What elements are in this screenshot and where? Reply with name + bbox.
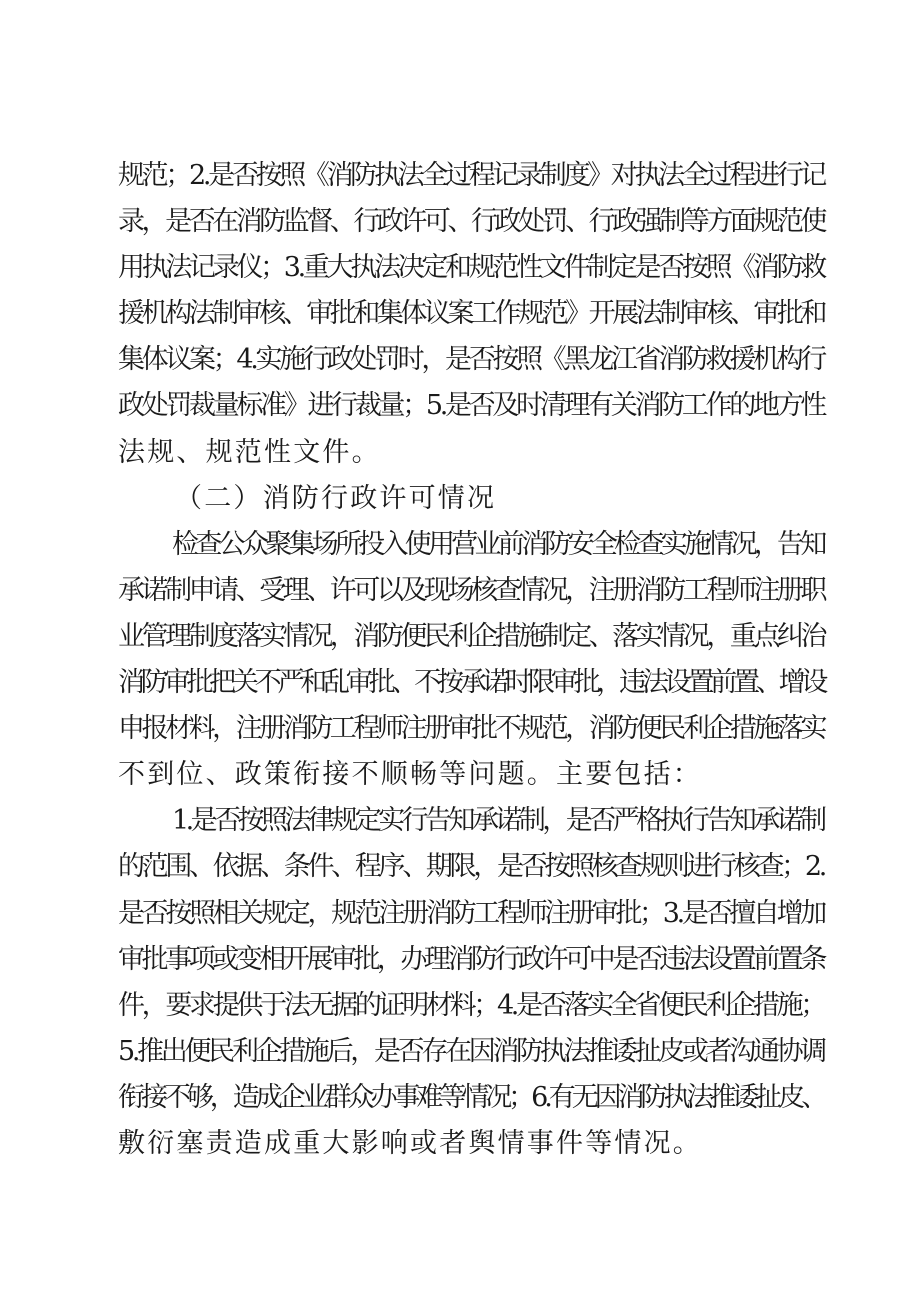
paragraph-3-line-8: 敷衍塞责造成重大影响或者舆情事件等情况。: [118, 1128, 702, 1159]
paragraph-2-line-5: 申报材料，注册消防工程师注册审批不规范，消防便民利企措施落实: [118, 713, 824, 744]
paragraph-1-line-5: 集体议案；4.实施行政处罚时，是否按照《黑龙江省消防救援机构行: [118, 344, 824, 375]
paragraph-1-line-2: 录，是否在消防监督、行政许可、行政处罚、行政强制等方面规范使: [118, 206, 824, 237]
paragraph-2-line-2: 承诺制申请、受理、许可以及现场核查情况，注册消防工程师注册职: [118, 575, 824, 606]
paragraph-1-line-3: 用执法记录仪；3.重大执法决定和规范性文件制定是否按照《消防救: [118, 252, 824, 283]
paragraph-1-line-7: 法规、规范性文件。: [118, 437, 381, 468]
paragraph-1-line-6: 政处罚裁量标准》进行裁量；5.是否及时清理有关消防工作的地方性: [118, 390, 824, 421]
paragraph-3-line-3: 是否按照相关规定，规范注册消防工程师注册审批；3.是否擅自增加: [118, 898, 824, 929]
paragraph-1-line-4: 援机构法制审核、审批和集体议案工作规范》开展法制审核、审批和: [118, 298, 824, 329]
paragraph-3-line-1: 1.是否按照法律规定实行告知承诺制，是否严格执行告知承诺制: [172, 805, 824, 836]
section-heading: （二）消防行政许可情况: [175, 483, 497, 514]
paragraph-3-line-6: 5.推出便民利企措施后，是否存在因消防执法推诿扯皮或者沟通协调: [118, 1036, 824, 1067]
paragraph-1-line-1: 规范；2.是否按照《消防执法全过程记录制度》对执法全过程进行记: [118, 160, 824, 191]
paragraph-3-line-2: 的范围、依据、条件、程序、期限，是否按照核查规则进行核查；2.: [118, 851, 824, 882]
paragraph-2-line-3: 业管理制度落实情况，消防便民利企措施制定、落实情况，重点纠治: [118, 621, 824, 652]
paragraph-2-line-6: 不到位、政策衔接不顺畅等问题。主要包括：: [118, 759, 702, 790]
paragraph-2-line-1: 检查公众聚集场所投入使用营业前消防安全检查实施情况，告知: [172, 529, 824, 560]
paragraph-3-line-4: 审批事项或变相开展审批，办理消防行政许可中是否违法设置前置条: [118, 944, 824, 975]
paragraph-3-line-5: 件，要求提供于法无据的证明材料；4.是否落实全省便民利企措施；: [118, 990, 824, 1021]
paragraph-2-line-4: 消防审批把关不严和乱审批、不按承诺时限审批，违法设置前置、增设: [118, 667, 825, 698]
paragraph-3-line-7: 衔接不够，造成企业群众办事难等情况；6.有无因消防执法推诿扯皮、: [118, 1082, 825, 1113]
